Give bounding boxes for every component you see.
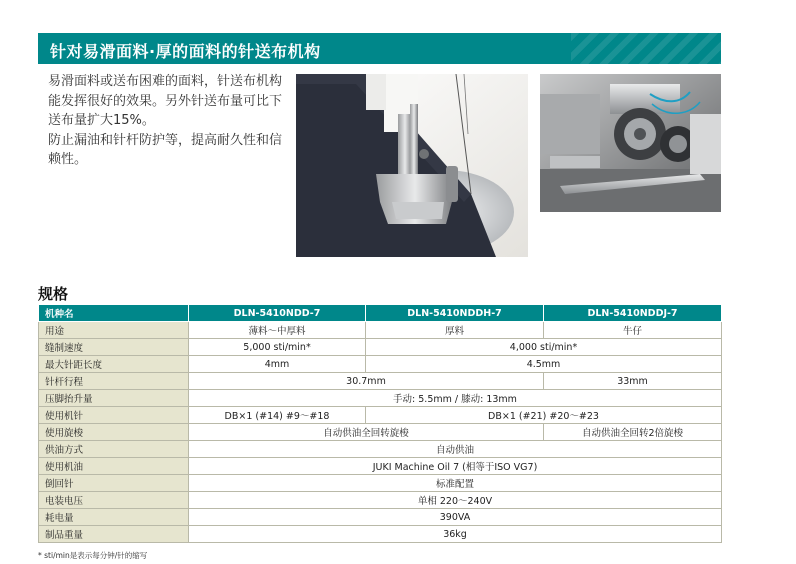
cell-speed-nddh-nddj: 4,000 sti/min* <box>366 339 722 356</box>
table-row <box>39 441 722 458</box>
table-row <box>39 458 722 475</box>
row-label-oil: 使用机油 <box>39 458 189 475</box>
cell-needle-nddh-nddj: DB×1 (#21) #20～#23 <box>366 407 722 424</box>
table-row <box>39 424 722 441</box>
table-row <box>39 356 722 373</box>
row-label-usage: 用途 <box>39 322 189 339</box>
cell-hook-nddj7: 自动供油全回转2倍旋梭 <box>544 424 722 441</box>
row-label-speed: 缝制速度 <box>39 339 189 356</box>
table-row <box>39 526 722 543</box>
cell-power-all: 390VA <box>189 509 722 526</box>
cell-needle-bar-stroke-nddj7: 33mm <box>544 373 722 390</box>
table-row <box>39 509 722 526</box>
mechanism-photo <box>540 74 721 212</box>
col-header-nddj7: DLN-5410NDDJ-7 <box>544 305 722 322</box>
description-paragraph-1: 易滑面料或送布困难的面料，针送布机构能发挥很好的效果。另外针送布量可比下送布量扩大15%。 <box>48 74 283 128</box>
cell-presser-lift-all: 手动: 5.5mm / 膝动: 13mm <box>189 390 722 407</box>
cell-usage-nddh7: 厚料 <box>366 322 544 339</box>
table-row <box>39 390 722 407</box>
cell-voltage-all: 单相 220～240V <box>189 492 722 509</box>
section-title-bar <box>38 33 721 64</box>
table-row <box>39 373 722 390</box>
feature-description <box>48 72 284 170</box>
cell-reverse-all: 标准配置 <box>189 475 722 492</box>
spec-heading: 规格 <box>38 285 69 303</box>
table-row <box>39 339 722 356</box>
cell-stitch-length-ndd7: 4mm <box>189 356 366 373</box>
table-row <box>39 322 722 339</box>
row-label-lubrication: 供油方式 <box>39 441 189 458</box>
row-label-needle-bar-stroke: 针杆行程 <box>39 373 189 390</box>
presser-foot-photo <box>296 74 528 257</box>
col-header-ndd7: DLN-5410NDD-7 <box>189 305 366 322</box>
table-row <box>39 407 722 424</box>
cell-usage-nddj7: 牛仔 <box>544 322 722 339</box>
row-label-weight: 制品重量 <box>39 526 189 543</box>
cell-usage-ndd7: 薄料～中厚料 <box>189 322 366 339</box>
row-label-stitch-length: 最大针距长度 <box>39 356 189 373</box>
cell-weight-all: 36kg <box>189 526 722 543</box>
table-row <box>39 492 722 509</box>
cell-lubrication-all: 自动供油 <box>189 441 722 458</box>
col-header-nddh7: DLN-5410NDDH-7 <box>366 305 544 322</box>
col-header-model: 机种名 <box>39 305 189 322</box>
spec-header-row <box>39 305 722 322</box>
cell-speed-ndd7: 5,000 sti/min* <box>189 339 366 356</box>
cell-needle-ndd7: DB×1 (#14) #9～#18 <box>189 407 366 424</box>
cell-needle-bar-stroke-ndd-nddh: 30.7mm <box>189 373 544 390</box>
row-label-needle: 使用机针 <box>39 407 189 424</box>
row-label-hook: 使用旋梭 <box>39 424 189 441</box>
section-title: 针对易滑面料·厚的面料的针送布机构 <box>50 42 321 61</box>
cell-stitch-length-nddh-nddj: 4.5mm <box>366 356 722 373</box>
row-label-power: 耗电量 <box>39 509 189 526</box>
description-paragraph-2: 防止漏油和针杆防护等，提高耐久性和信赖性。 <box>48 132 283 167</box>
row-label-presser-lift: 压脚抬升量 <box>39 390 189 407</box>
spec-table <box>38 304 722 543</box>
footnote: * sti/min是表示每分钟/针的缩写 <box>38 551 148 560</box>
cell-hook-ndd-nddh: 自动供油全回转旋梭 <box>189 424 544 441</box>
row-label-voltage: 电装电压 <box>39 492 189 509</box>
cell-oil-all: JUKI Machine Oil 7 (相等于ISO VG7) <box>189 458 722 475</box>
title-bar-stripes <box>571 33 721 64</box>
row-label-reverse: 倒回针 <box>39 475 189 492</box>
table-row <box>39 475 722 492</box>
